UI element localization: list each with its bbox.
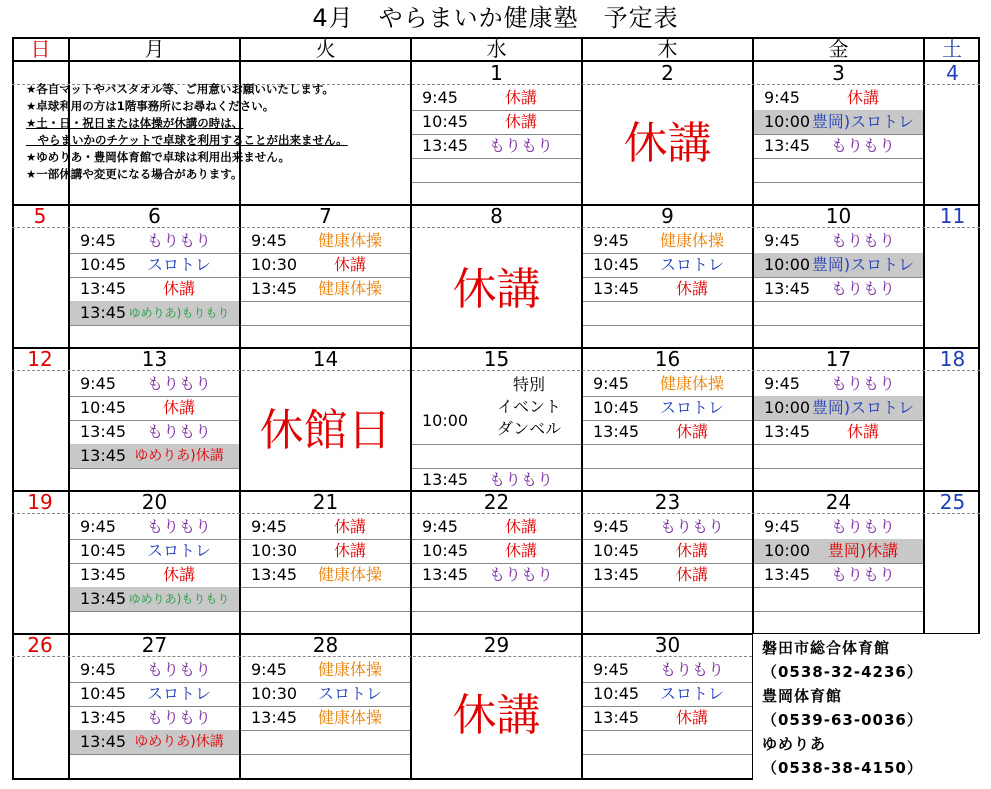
schedule-row (754, 515, 923, 539)
closed-label: 休講 (623, 118, 712, 169)
time: 13:45 (593, 565, 640, 584)
time: 9:45 (764, 231, 800, 250)
event: もりもり (830, 136, 895, 155)
time: 9:45 (251, 517, 287, 536)
time: 9:45 (593, 660, 629, 679)
time: 10:00 (764, 541, 811, 560)
day-number: 5 (33, 204, 47, 228)
event: 休講 (504, 517, 537, 536)
schedule-row (412, 563, 581, 587)
schedule-row (241, 515, 410, 539)
contact-line: （0539-63-0036） (762, 711, 923, 729)
schedule-row (241, 682, 410, 706)
time: 13:45 (80, 422, 127, 441)
time: 13:45 (764, 279, 811, 298)
event: ゆめりあ)もりもり (128, 306, 230, 320)
schedule-row (754, 396, 923, 420)
day-number: 3 (832, 61, 845, 85)
time: 10:30 (251, 541, 298, 560)
schedule-row (412, 110, 581, 134)
closed-label: 休館日 (259, 405, 392, 456)
closed-label: 休講 (452, 690, 541, 741)
event: もりもり (146, 517, 211, 536)
schedule-row (583, 253, 752, 277)
weekday-mon: 月 (144, 37, 165, 61)
time: 13:45 (251, 708, 298, 727)
event: 休講 (675, 279, 708, 298)
schedule-row (241, 539, 410, 563)
time: 13:45 (593, 422, 640, 441)
time: 9:45 (764, 88, 800, 107)
time: 13:45 (422, 470, 469, 489)
event: 休講 (162, 565, 195, 584)
weekday-sat: 土 (942, 37, 962, 61)
schedule-row (70, 253, 239, 277)
time: 13:45 (593, 279, 640, 298)
day-number: 26 (27, 633, 53, 657)
time: 9:45 (593, 517, 629, 536)
event: もりもり (830, 231, 895, 250)
event: もりもり (488, 565, 553, 584)
event: スロトレ (659, 398, 724, 417)
event: もりもり (659, 660, 724, 679)
event: もりもり (146, 708, 211, 727)
event: もりもり (830, 374, 895, 393)
event: 休講 (504, 88, 537, 107)
event: スロトレ (317, 684, 382, 703)
notes (26, 81, 406, 183)
day-number-divider (12, 656, 752, 657)
event: 豊岡)スロトレ (811, 398, 915, 417)
day-number: 23 (654, 490, 681, 514)
event: ゆめりあ)休講 (134, 734, 224, 750)
schedule-row (754, 134, 923, 158)
schedule-row (70, 444, 239, 468)
schedule-row (583, 539, 752, 563)
schedule-row (412, 86, 581, 110)
time: 10:45 (422, 541, 469, 560)
event: 豊岡)スロトレ (811, 112, 915, 131)
event: 休講 (504, 112, 537, 131)
schedule-row (241, 277, 410, 301)
schedule-row (583, 277, 752, 301)
schedule-row (754, 539, 923, 563)
event: スロトレ (146, 684, 211, 703)
time: 10:00 (764, 255, 811, 274)
day-number: 22 (483, 490, 510, 514)
time: 13:45 (764, 422, 811, 441)
event: もりもり (488, 470, 553, 489)
time: 10:45 (593, 684, 640, 703)
schedule-row (241, 563, 410, 587)
time: 13:45 (80, 446, 127, 465)
schedule-row (70, 229, 239, 253)
contact-line: 磐田市総合体育館 (762, 639, 891, 657)
day-number: 6 (148, 204, 161, 228)
day-number: 12 (27, 347, 53, 371)
schedule-row (583, 229, 752, 253)
time: 9:45 (593, 231, 629, 250)
schedule-row (70, 396, 239, 420)
time: 13:45 (80, 732, 127, 751)
time: 10:00 (422, 411, 469, 430)
time: 9:45 (764, 374, 800, 393)
schedule-row (412, 134, 581, 158)
day-number: 24 (825, 490, 852, 514)
day-number: 13 (141, 347, 168, 371)
time: 10:45 (80, 684, 127, 703)
schedule-row (70, 420, 239, 444)
time: 9:45 (80, 374, 116, 393)
event: もりもり (146, 660, 211, 679)
schedule-row (70, 372, 239, 396)
schedule-row (241, 706, 410, 730)
schedule-row (583, 420, 752, 444)
day-number: 4 (946, 61, 959, 85)
day-number: 29 (483, 633, 510, 657)
special-event (480, 374, 578, 440)
note-item: ★土・日・祝日または体操が休講の時は、 (26, 116, 244, 130)
event: 休講 (162, 279, 195, 298)
time: 9:45 (593, 374, 629, 393)
day-number: 27 (141, 633, 168, 657)
time: 13:45 (251, 565, 298, 584)
time: 13:45 (764, 136, 811, 155)
contact-line: （0538-32-4236） (762, 663, 923, 681)
event: 休講 (162, 398, 195, 417)
event: 休講 (675, 541, 708, 560)
time: 10:30 (251, 255, 298, 274)
time: 10:45 (593, 255, 640, 274)
schedule-row (70, 301, 239, 325)
time: 13:45 (80, 589, 127, 608)
time: 10:45 (80, 541, 127, 560)
schedule-row (70, 539, 239, 563)
day-number: 11 (939, 204, 966, 228)
event: 健康体操 (317, 231, 382, 250)
event: 健康体操 (317, 708, 382, 727)
note-item: やらまいかのチケットで卓球を利用することが出来ません。 (26, 133, 348, 147)
schedule-row (70, 587, 239, 611)
event: 豊岡)休講 (827, 541, 899, 560)
event: 健康体操 (317, 660, 382, 679)
event: 健康体操 (659, 374, 724, 393)
event: 豊岡)スロトレ (811, 255, 915, 274)
time: 9:45 (251, 660, 287, 679)
time: 13:45 (422, 136, 469, 155)
time: 13:45 (593, 708, 640, 727)
schedule-row (412, 468, 581, 492)
schedule-row (583, 396, 752, 420)
time: 10:30 (251, 684, 298, 703)
time: 10:45 (422, 112, 469, 131)
note-item: ★ゆめりあ・豊岡体育館で卓球は利用出来ません。 (26, 150, 290, 164)
event: スロトレ (146, 541, 211, 560)
event: 休講 (675, 565, 708, 584)
weekday-sun: 日 (30, 37, 51, 61)
day-number: 16 (654, 347, 681, 371)
weekday-thu: 木 (657, 37, 678, 61)
schedule-row (70, 515, 239, 539)
day-number: 25 (939, 490, 966, 514)
event: スロトレ (659, 684, 724, 703)
day-number: 21 (312, 490, 339, 514)
event: もりもり (830, 279, 895, 298)
time: 10:00 (764, 112, 811, 131)
time: 13:45 (80, 303, 127, 322)
schedule-row (583, 706, 752, 730)
event: もりもり (146, 231, 211, 250)
time: 9:45 (80, 517, 116, 536)
page-title: 4月 やらまいか健康塾 予定表 (312, 4, 679, 32)
schedule-row (583, 563, 752, 587)
day-number: 8 (490, 204, 503, 228)
day-number: 20 (141, 490, 168, 514)
schedule-row (412, 539, 581, 563)
schedule-row (583, 658, 752, 682)
event: 休講 (675, 422, 708, 441)
time: 10:45 (593, 541, 640, 560)
schedule-row (70, 277, 239, 301)
time: 13:45 (80, 279, 127, 298)
day-number: 7 (319, 204, 332, 228)
weekday-tue: 火 (315, 37, 336, 61)
event: 休講 (675, 708, 708, 727)
event: 休講 (846, 88, 879, 107)
event: 健康体操 (317, 565, 382, 584)
special-event-line: ダンベル (496, 419, 562, 438)
event: 休講 (333, 255, 366, 274)
schedule-row (754, 420, 923, 444)
event: スロトレ (659, 255, 724, 274)
event: スロトレ (146, 255, 211, 274)
time: 9:45 (422, 88, 458, 107)
day-number: 15 (483, 347, 510, 371)
note-item: ★各自マットやバスタオル等、ご用意いお願いいたします。 (26, 82, 334, 96)
day-number: 14 (312, 347, 339, 371)
event: もりもり (488, 136, 553, 155)
event: もりもり (146, 374, 211, 393)
schedule-row (754, 86, 923, 110)
note-item: ★一部休講や変更になる場合があります。 (26, 167, 243, 181)
time: 13:45 (251, 279, 298, 298)
schedule-row (583, 682, 752, 706)
schedule-row (241, 658, 410, 682)
weekday-fri: 金 (828, 37, 849, 61)
event: 健康体操 (659, 231, 724, 250)
time: 10:45 (80, 398, 127, 417)
contact-line: （0538-38-4150） (762, 759, 923, 777)
special-event-line: 特別 (512, 375, 545, 394)
event: 休講 (846, 422, 879, 441)
time: 13:45 (80, 708, 127, 727)
day-number: 17 (825, 347, 852, 371)
special-event-line: イベント (496, 397, 561, 416)
day-number: 19 (27, 490, 53, 514)
time: 9:45 (80, 660, 116, 679)
schedule-row (754, 277, 923, 301)
event: もりもり (659, 517, 724, 536)
time: 13:45 (764, 565, 811, 584)
note-item: ★卓球利用の方は1階事務所にお尋ねください。 (26, 99, 275, 113)
schedule-row (754, 110, 923, 134)
event: 休講 (333, 517, 366, 536)
time: 10:00 (764, 398, 811, 417)
schedule-row (70, 682, 239, 706)
contact-info (762, 636, 977, 780)
schedule-row (754, 229, 923, 253)
schedule-row (70, 563, 239, 587)
schedule-row (583, 372, 752, 396)
contact-line: 豊岡体育館 (762, 687, 843, 705)
time: 9:45 (80, 231, 116, 250)
time: 13:45 (422, 565, 469, 584)
schedule-row (70, 730, 239, 754)
day-number: 30 (654, 633, 681, 657)
event: 休講 (504, 541, 537, 560)
time: 9:45 (422, 517, 458, 536)
time: 10:45 (80, 255, 127, 274)
schedule-row (754, 372, 923, 396)
time: 9:45 (251, 231, 287, 250)
event: ゆめりあ)休講 (134, 448, 224, 464)
day-number: 28 (312, 633, 339, 657)
event: ゆめりあ)もりもり (128, 592, 230, 606)
day-number: 1 (490, 61, 503, 85)
schedule-row (754, 253, 923, 277)
day-number: 9 (661, 204, 674, 228)
event: もりもり (830, 517, 895, 536)
schedule-row (412, 515, 581, 539)
event: 休講 (333, 541, 366, 560)
day-number: 2 (661, 61, 674, 85)
calendar (12, 37, 980, 780)
time: 13:45 (80, 565, 127, 584)
schedule-row (241, 253, 410, 277)
contact-line: ゆめりあ (762, 735, 827, 753)
event: もりもり (830, 565, 895, 584)
time: 9:45 (764, 517, 800, 536)
event: 健康体操 (317, 279, 382, 298)
weekday-wed: 水 (486, 37, 507, 61)
event: もりもり (146, 422, 211, 441)
schedule-row (70, 706, 239, 730)
closed-label: 休講 (452, 264, 541, 315)
schedule-row (70, 658, 239, 682)
schedule-row (754, 563, 923, 587)
day-number: 18 (939, 347, 966, 371)
time: 10:45 (593, 398, 640, 417)
day-number: 10 (825, 204, 852, 228)
schedule-row (583, 515, 752, 539)
schedule-row (241, 229, 410, 253)
